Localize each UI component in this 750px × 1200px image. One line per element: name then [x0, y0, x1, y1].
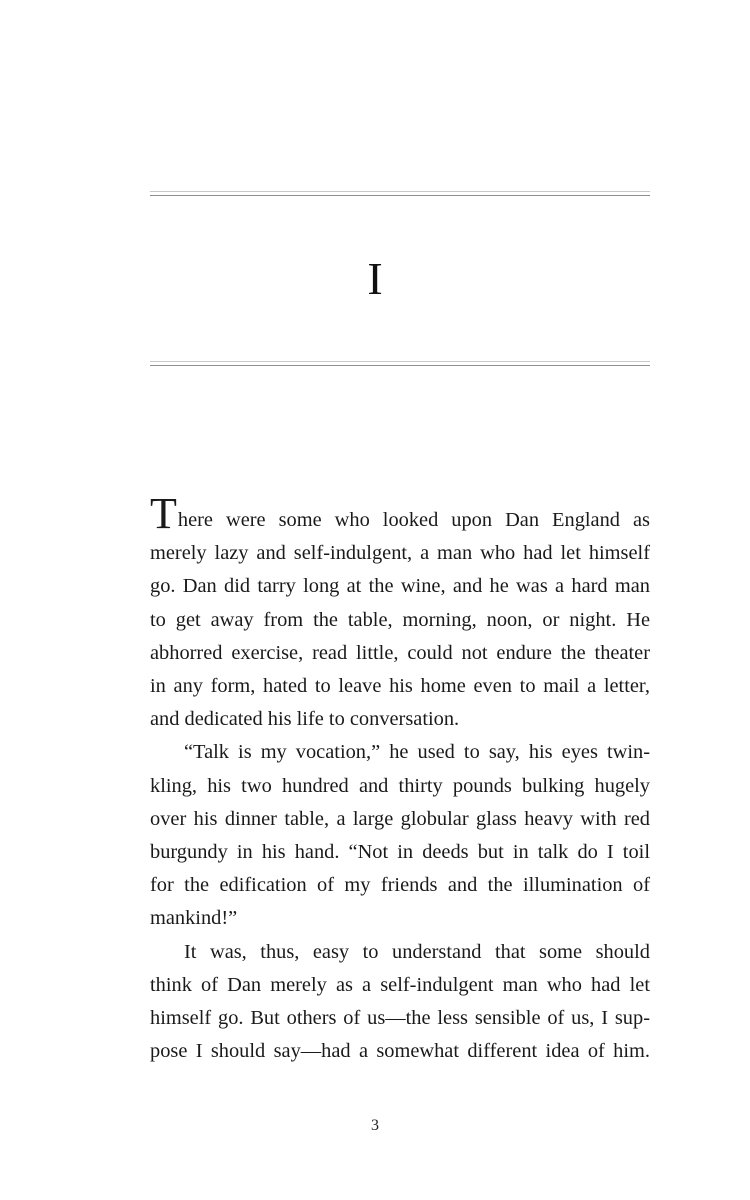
chapter-number: I	[367, 253, 383, 304]
body-text	[150, 489, 650, 1068]
text-line: for the edification of my friends and the illumination of	[150, 874, 650, 897]
text-line: merely lazy and self-indulgent, a man who had let himself	[150, 542, 650, 565]
page-number: 3	[371, 1117, 379, 1134]
paragraph-1	[150, 489, 650, 736]
chapter-bottom-rule	[150, 361, 650, 367]
text-line: himself go. But others of us—the less sensible of us, I sup-	[150, 1007, 650, 1030]
text-line: to get away from the table, morning, noon, or night. He	[150, 608, 650, 631]
text-line: over his dinner table, a large globular glass heavy with red	[150, 807, 650, 830]
text-line: go. Dan did tarry long at the wine, and he was a hard man	[150, 575, 650, 598]
rule-line-light	[150, 361, 650, 362]
text-line: and dedicated his life to conversation.	[150, 708, 460, 731]
text-line: pose I should say—had a somewhat different idea of him.	[150, 1040, 650, 1063]
rule-line-dark	[150, 365, 650, 366]
chapter-top-rule	[150, 191, 650, 197]
text-line: There were some who looked upon Dan England as	[150, 489, 650, 538]
text-line: mankind!”	[150, 907, 238, 930]
paragraph-2	[150, 736, 650, 935]
drop-cap: T	[150, 489, 177, 538]
text-line: think of Dan merely as a self-indulgent man who had let	[150, 973, 650, 996]
text-line: burgundy in his hand. “Not in deeds but in talk do I toil	[150, 841, 650, 864]
text-line: in any form, hated to leave his home even to mail a letter,	[150, 675, 650, 698]
text-line: abhorred exercise, read little, could not endure the theater	[150, 641, 650, 664]
text-line: “Talk is my vocation,” he used to say, his eyes twin-	[184, 741, 650, 764]
text-line: kling, his two hundred and thirty pounds bulking hugely	[150, 774, 650, 797]
text-line: It was, thus, easy to understand that some should	[184, 940, 650, 963]
rule-line-light	[150, 191, 650, 192]
paragraph-3	[150, 936, 650, 1069]
rule-line-dark	[150, 195, 650, 196]
